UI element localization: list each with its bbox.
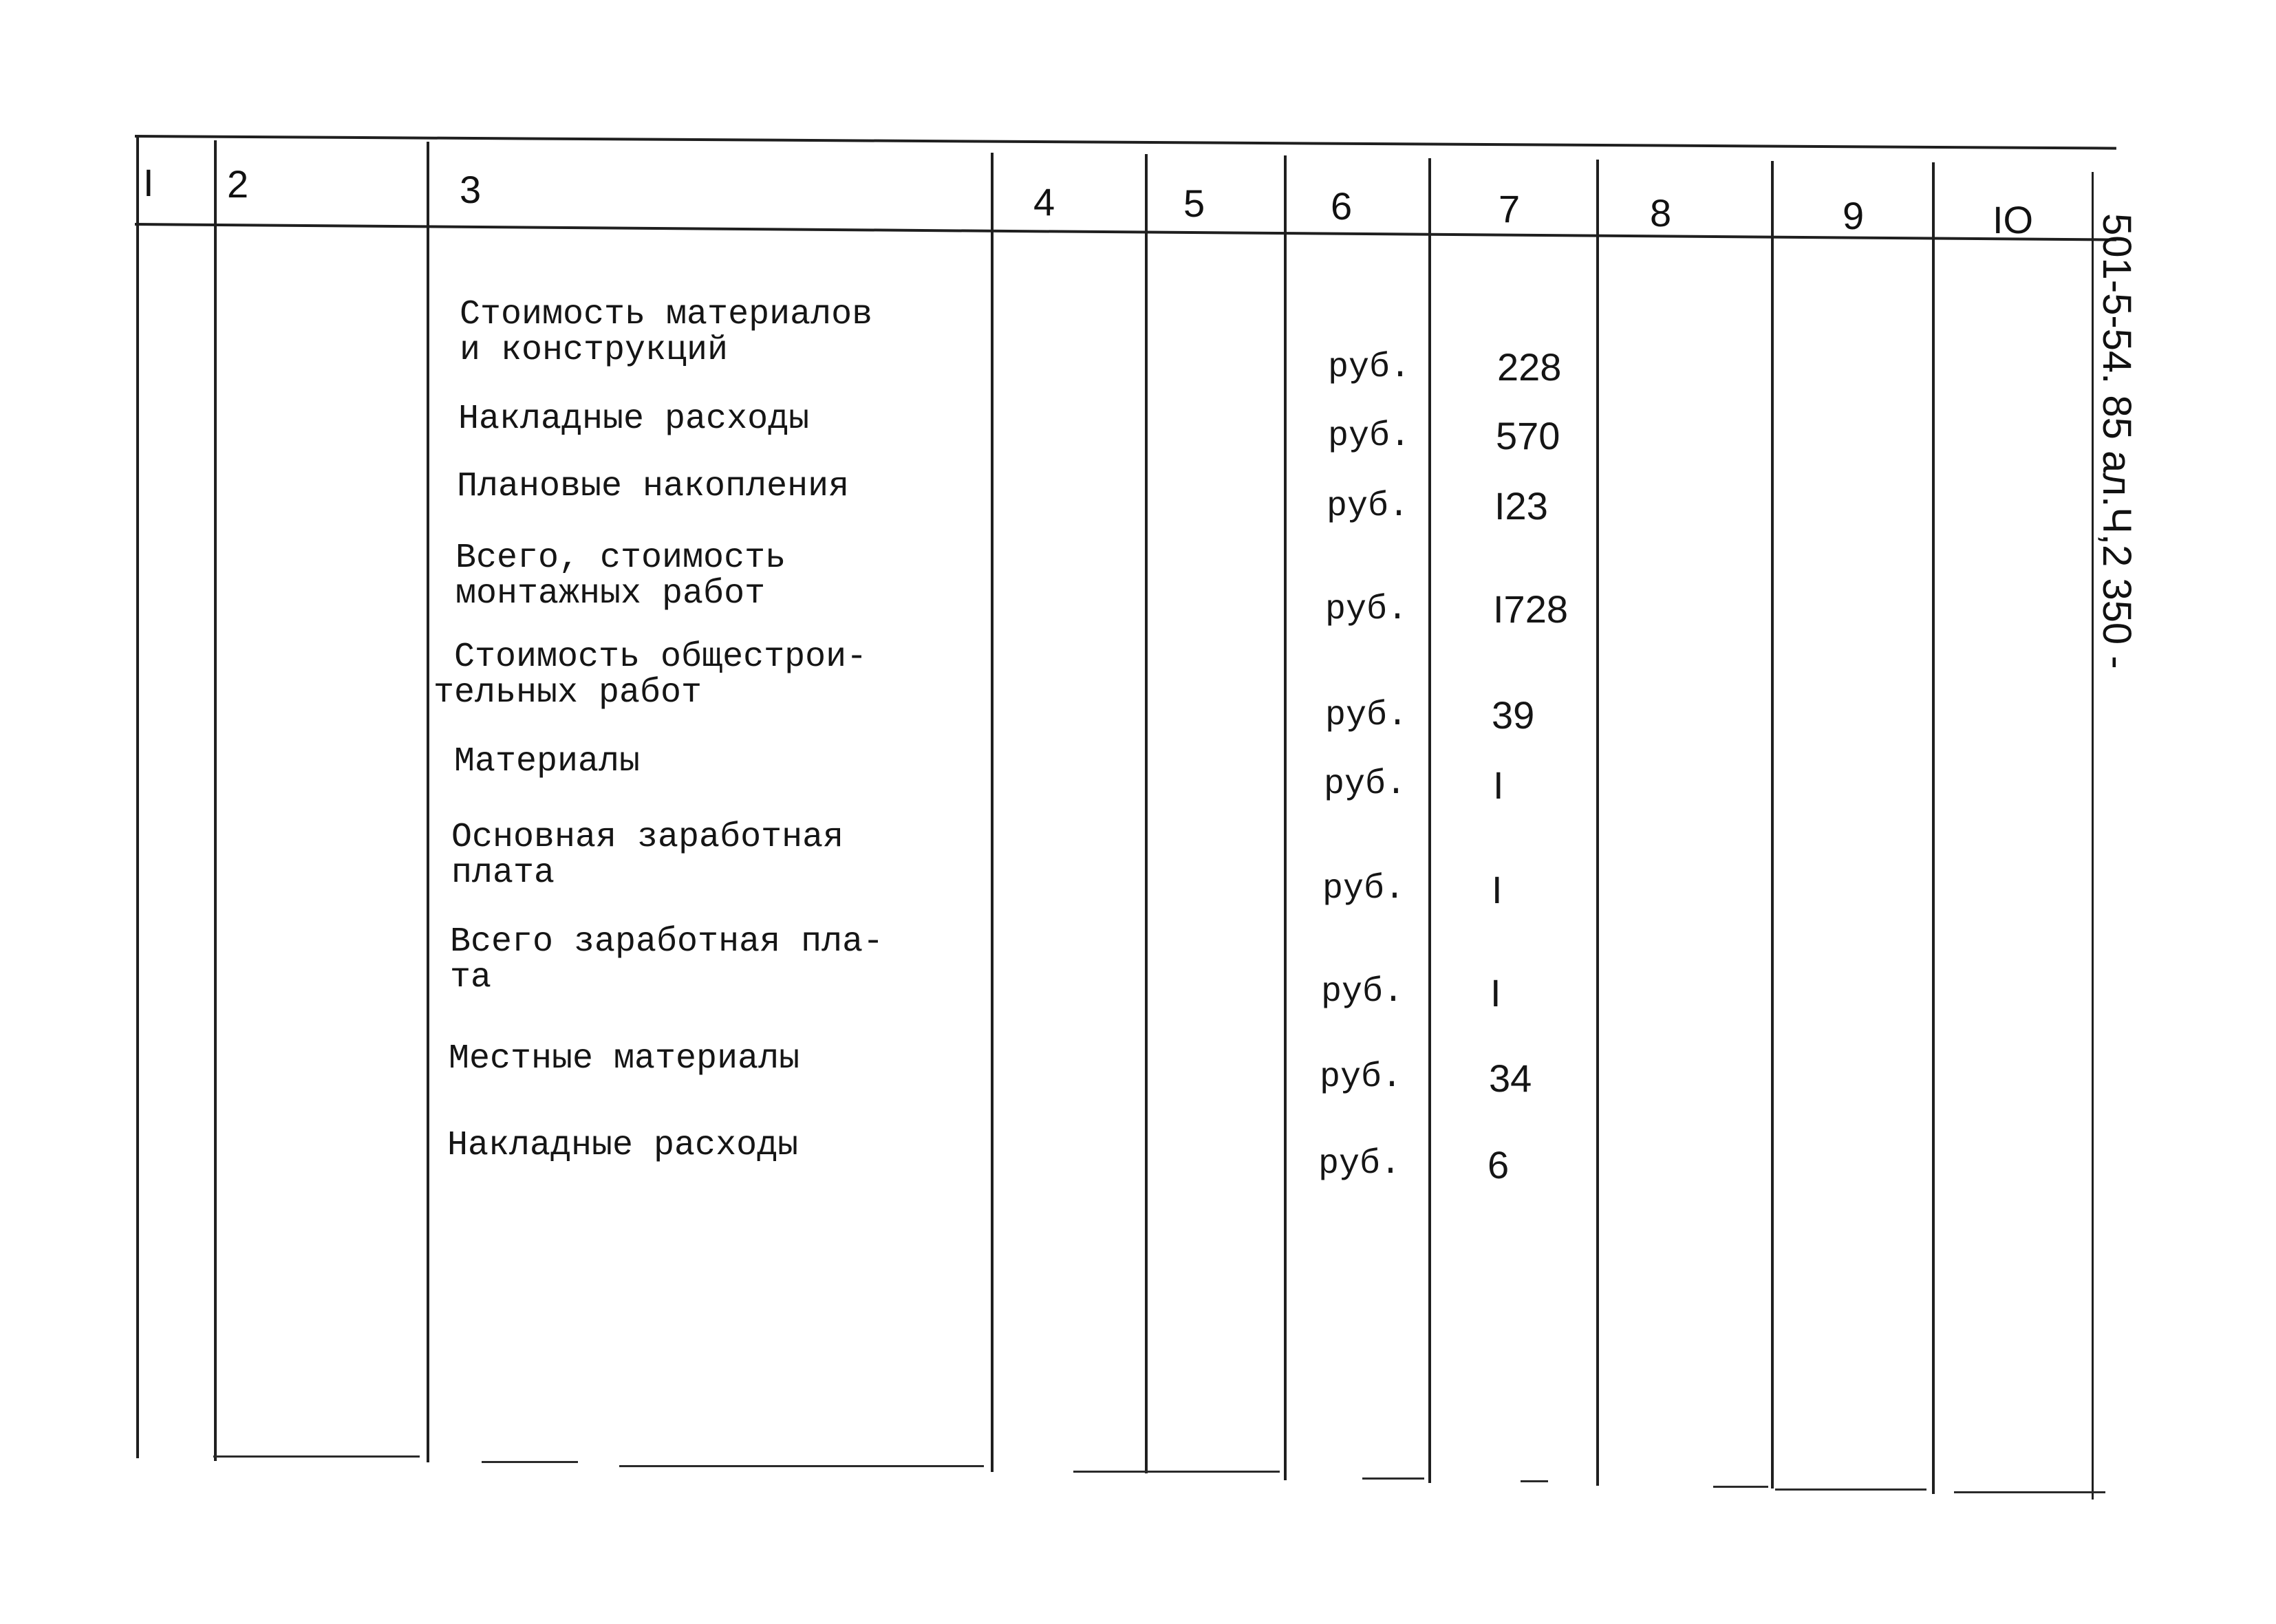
- bottom-rule-segment: [1954, 1491, 2105, 1493]
- column-header-5: 5: [1183, 182, 1205, 225]
- bottom-rule-segment: [1775, 1488, 1926, 1491]
- column-header-10: IO: [1993, 198, 2034, 241]
- column-border-3-4: [991, 153, 994, 1472]
- bottom-rule-segment: [482, 1461, 578, 1463]
- column-header-4: 4: [1033, 180, 1055, 224]
- column-border-1-2: [214, 140, 217, 1461]
- row-value: 228: [1497, 345, 1562, 389]
- bottom-rule-segment: [1521, 1480, 1548, 1482]
- row-description: Всего, стоимость монтажных работ: [455, 539, 786, 614]
- column-header-7: 7: [1499, 187, 1521, 230]
- column-header-6: 6: [1331, 184, 1353, 228]
- column-header-8: 8: [1650, 191, 1672, 235]
- row-unit: руб.: [1328, 417, 1411, 456]
- column-header-9: 9: [1843, 194, 1865, 237]
- row-unit: руб.: [1325, 696, 1408, 735]
- row-value: I: [1490, 971, 1501, 1015]
- table-top-border: [135, 135, 2116, 150]
- column-border-6-7: [1428, 158, 1431, 1483]
- row-description: Местные материалы: [449, 1039, 800, 1079]
- bottom-rule-segment: [1362, 1477, 1424, 1480]
- bottom-rule-segment: [1073, 1471, 1280, 1473]
- row-unit: руб.: [1322, 869, 1406, 909]
- row-description: Всего заработная пла- та: [450, 922, 884, 997]
- bottom-rule-segment: [1713, 1486, 1768, 1488]
- row-unit: руб.: [1320, 1058, 1403, 1097]
- bottom-rule-segment: [619, 1465, 984, 1467]
- row-unit: руб.: [1327, 487, 1410, 526]
- row-unit: руб.: [1328, 348, 1411, 387]
- row-value: I728: [1493, 587, 1568, 631]
- row-value: I: [1493, 764, 1504, 807]
- row-value: 39: [1492, 693, 1535, 737]
- bottom-rule-segment: [213, 1455, 420, 1458]
- row-value: 570: [1496, 414, 1560, 457]
- row-unit: руб.: [1318, 1145, 1402, 1184]
- column-border-left: [136, 138, 139, 1458]
- column-border-9-10: [1932, 162, 1935, 1494]
- row-value: 6: [1488, 1143, 1510, 1187]
- row-description: Стоимость материалов и конструкций: [460, 295, 873, 370]
- row-unit: руб.: [1324, 765, 1407, 804]
- column-header-2: 2: [227, 162, 249, 206]
- row-value: 34: [1489, 1057, 1532, 1100]
- row-description: Накладные расходы: [458, 400, 810, 439]
- column-header-3: 3: [460, 168, 482, 211]
- row-value: I23: [1494, 484, 1548, 528]
- header-bottom-border: [135, 223, 2116, 241]
- column-border-4-5: [1145, 154, 1148, 1473]
- row-unit: руб.: [1321, 973, 1404, 1012]
- column-border-8-9: [1771, 161, 1774, 1488]
- column-border-5-6: [1284, 155, 1287, 1480]
- row-description: Накладные расходы: [447, 1126, 799, 1165]
- row-description: Материалы: [454, 742, 641, 781]
- column-border-2-3: [427, 142, 429, 1462]
- row-value: I: [1492, 868, 1503, 911]
- column-header-1: I: [143, 161, 154, 204]
- row-description: Стоимость общестрои- тельных работ: [433, 638, 868, 713]
- row-unit: руб.: [1325, 590, 1408, 629]
- row-description: Плановые накопления: [457, 467, 850, 506]
- side-document-code: 501-5-54. 85 ал.Ч,2 350 -: [2094, 213, 2139, 669]
- row-description: Основная заработная плата: [451, 818, 844, 893]
- column-border-7-8: [1596, 160, 1599, 1486]
